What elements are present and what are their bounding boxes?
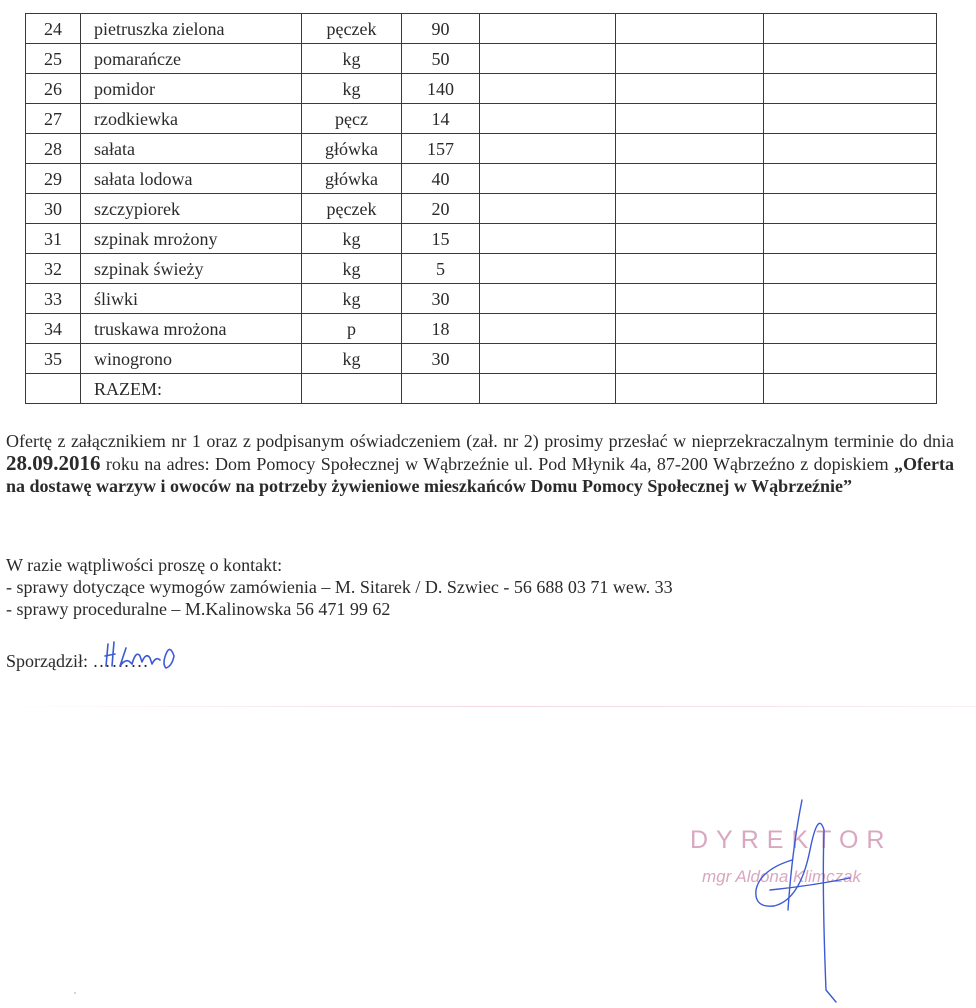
quantity: 18 bbox=[402, 314, 480, 344]
net-value-cell bbox=[616, 314, 764, 344]
unit-of-measure: kg bbox=[302, 344, 402, 374]
unit-of-measure: pęcz bbox=[302, 104, 402, 134]
quantity: 30 bbox=[402, 344, 480, 374]
quantity: 140 bbox=[402, 74, 480, 104]
net-value-cell bbox=[616, 104, 764, 134]
row-number: 24 bbox=[26, 14, 81, 44]
contact-section bbox=[6, 554, 954, 620]
quantity: 5 bbox=[402, 254, 480, 284]
table-row bbox=[26, 134, 937, 164]
director-signature bbox=[740, 790, 860, 1008]
net-value-cell bbox=[616, 224, 764, 254]
table-row bbox=[26, 164, 937, 194]
items-table-body bbox=[26, 14, 937, 404]
product-name: sałata bbox=[81, 134, 302, 164]
total-cell bbox=[616, 374, 764, 404]
unit-of-measure: główka bbox=[302, 164, 402, 194]
total-cell bbox=[764, 374, 937, 404]
gross-value-cell bbox=[764, 254, 937, 284]
gross-value-cell bbox=[764, 134, 937, 164]
net-value-cell bbox=[616, 134, 764, 164]
table-row bbox=[26, 254, 937, 284]
total-cell bbox=[302, 374, 402, 404]
offer-text-1: Ofertę z załącznikiem nr 1 oraz z podpisanym oświadczeniem (zał. nr 2) prosimy przesłać w nieprzekraczalnym terminie do dnia bbox=[6, 431, 954, 451]
product-name: sałata lodowa bbox=[81, 164, 302, 194]
table-row bbox=[26, 284, 937, 314]
table-row bbox=[26, 104, 937, 134]
net-value-cell bbox=[616, 254, 764, 284]
offer-annotation: „Oferta na dostawę warzyw i owoców na potrzeby żywieniowe mieszkańców Domu Pomocy Społecznej w Wąbrzeźnie” bbox=[6, 454, 954, 496]
product-name: pomarańcze bbox=[81, 44, 302, 74]
gross-value-cell bbox=[764, 14, 937, 44]
gross-value-cell bbox=[764, 44, 937, 74]
unit-of-measure: kg bbox=[302, 74, 402, 104]
contact-line-procedural: - sprawy proceduralne – M.Kalinowska 56 471 99 62 bbox=[6, 599, 391, 619]
unit-of-measure: p bbox=[302, 314, 402, 344]
gross-value-cell bbox=[764, 104, 937, 134]
row-number: 26 bbox=[26, 74, 81, 104]
table-row bbox=[26, 314, 937, 344]
product-name: szpinak mrożony bbox=[81, 224, 302, 254]
gross-value-cell bbox=[764, 164, 937, 194]
unit-price-cell bbox=[480, 194, 616, 224]
unit-price-cell bbox=[480, 314, 616, 344]
unit-price-cell bbox=[480, 14, 616, 44]
scan-speck bbox=[74, 992, 76, 994]
net-value-cell bbox=[616, 344, 764, 374]
product-name: pomidor bbox=[81, 74, 302, 104]
contact-line-requirements: - sprawy dotyczące wymogów zamówienia – M. Sitarek / D. Szwiec - 56 688 03 71 wew. 33 bbox=[6, 577, 673, 597]
net-value-cell bbox=[616, 194, 764, 224]
prepared-dots: ……… bbox=[92, 651, 150, 671]
contact-heading: W razie wątpliwości proszę o kontakt: bbox=[6, 555, 283, 575]
table-row bbox=[26, 194, 937, 224]
gross-value-cell bbox=[764, 344, 937, 374]
row-number: 34 bbox=[26, 314, 81, 344]
unit-price-cell bbox=[480, 284, 616, 314]
unit-of-measure: kg bbox=[302, 224, 402, 254]
table-row bbox=[26, 344, 937, 374]
table-row bbox=[26, 74, 937, 104]
quantity: 50 bbox=[402, 44, 480, 74]
quantity: 15 bbox=[402, 224, 480, 254]
row-number: 30 bbox=[26, 194, 81, 224]
row-number: 31 bbox=[26, 224, 81, 254]
unit-of-measure: pęczek bbox=[302, 194, 402, 224]
quantity: 90 bbox=[402, 14, 480, 44]
total-cell bbox=[480, 374, 616, 404]
table-row bbox=[26, 224, 937, 254]
row-number: 25 bbox=[26, 44, 81, 74]
net-value-cell bbox=[616, 44, 764, 74]
quantity: 40 bbox=[402, 164, 480, 194]
preparer-signature bbox=[100, 636, 200, 680]
gross-value-cell bbox=[764, 284, 937, 314]
total-cell bbox=[26, 374, 81, 404]
gross-value-cell bbox=[764, 194, 937, 224]
product-name: szczypiorek bbox=[81, 194, 302, 224]
total-label: RAZEM: bbox=[81, 374, 302, 404]
unit-price-cell bbox=[480, 344, 616, 374]
unit-price-cell bbox=[480, 254, 616, 284]
net-value-cell bbox=[616, 284, 764, 314]
total-row bbox=[26, 374, 937, 404]
unit-price-cell bbox=[480, 104, 616, 134]
unit-of-measure: kg bbox=[302, 254, 402, 284]
offer-text-2: roku na adres: Dom Pomocy Społecznej w Wąbrzeźnie ul. Pod Młynik 4a, 87-200 Wąbrzeźno z dopiskiem bbox=[100, 454, 895, 474]
stamp-title: DYREKTOR bbox=[690, 826, 893, 854]
offer-deadline: 28.09.2016 bbox=[6, 451, 101, 475]
unit-of-measure: kg bbox=[302, 44, 402, 74]
prepared-label: Sporządził: bbox=[6, 651, 93, 671]
product-name: pietruszka zielona bbox=[81, 14, 302, 44]
unit-of-measure: kg bbox=[302, 284, 402, 314]
product-name: truskawa mrożona bbox=[81, 314, 302, 344]
row-number: 35 bbox=[26, 344, 81, 374]
product-name: śliwki bbox=[81, 284, 302, 314]
table-row bbox=[26, 44, 937, 74]
unit-price-cell bbox=[480, 134, 616, 164]
quantity: 20 bbox=[402, 194, 480, 224]
unit-price-cell bbox=[480, 44, 616, 74]
fold-line bbox=[0, 706, 976, 707]
product-name: winogrono bbox=[81, 344, 302, 374]
unit-of-measure: główka bbox=[302, 134, 402, 164]
unit-price-cell bbox=[480, 224, 616, 254]
row-number: 28 bbox=[26, 134, 81, 164]
row-number: 27 bbox=[26, 104, 81, 134]
row-number: 32 bbox=[26, 254, 81, 284]
quantity: 157 bbox=[402, 134, 480, 164]
total-cell bbox=[402, 374, 480, 404]
gross-value-cell bbox=[764, 74, 937, 104]
product-name: rzodkiewka bbox=[81, 104, 302, 134]
row-number: 33 bbox=[26, 284, 81, 314]
product-name: szpinak świeży bbox=[81, 254, 302, 284]
items-table bbox=[25, 13, 937, 404]
quantity: 30 bbox=[402, 284, 480, 314]
unit-price-cell bbox=[480, 164, 616, 194]
net-value-cell bbox=[616, 74, 764, 104]
row-number: 29 bbox=[26, 164, 81, 194]
table-row bbox=[26, 14, 937, 44]
gross-value-cell bbox=[764, 224, 937, 254]
gross-value-cell bbox=[764, 314, 937, 344]
quantity: 14 bbox=[402, 104, 480, 134]
unit-of-measure: pęczek bbox=[302, 14, 402, 44]
net-value-cell bbox=[616, 164, 764, 194]
net-value-cell bbox=[616, 14, 764, 44]
stamp-name: mgr Aldona Klimczak bbox=[702, 867, 862, 886]
offer-instructions bbox=[6, 430, 954, 497]
unit-price-cell bbox=[480, 74, 616, 104]
